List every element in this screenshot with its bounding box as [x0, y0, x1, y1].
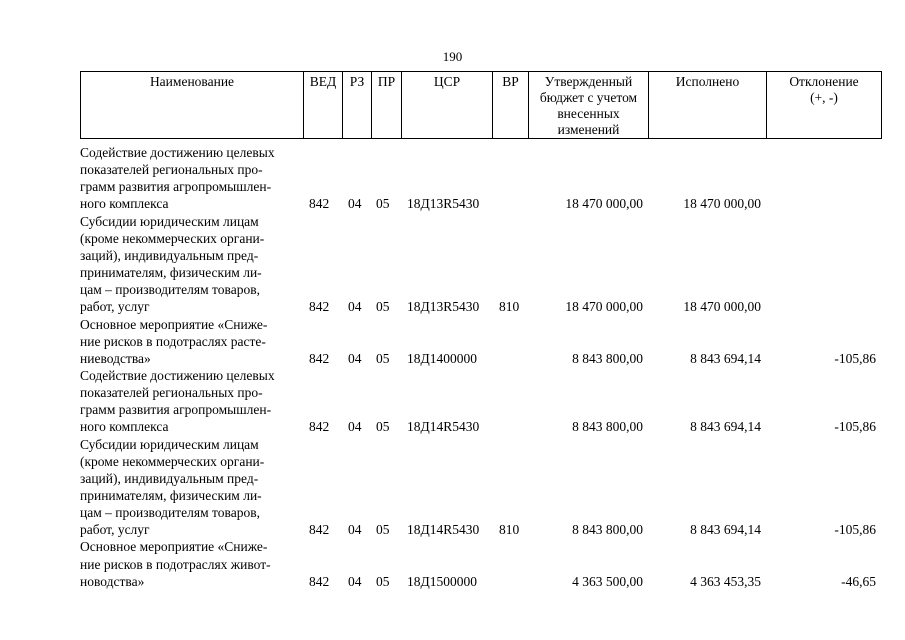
table-row-line	[80, 539, 900, 555]
col-executed-header: Исполнено	[649, 72, 767, 139]
cell-pr: 05	[376, 573, 390, 589]
col-budget-header-line: бюджет с учетом	[539, 90, 638, 105]
row-name-line: заций), индивидуальным пред-	[80, 247, 259, 263]
table-row-line	[80, 402, 900, 418]
table-row-line	[80, 248, 900, 264]
cell-pr: 05	[376, 299, 390, 315]
row-name-line: принимателям, физическим ли-	[80, 488, 262, 503]
table-row-line	[80, 488, 900, 504]
col-deviation-header-line: (+, -)	[810, 90, 838, 105]
row-name-line: принимателям, физическим ли-	[80, 265, 262, 281]
table-row-line	[80, 231, 900, 247]
row-name-line: (кроме некоммерческих органи-	[80, 230, 265, 246]
col-name-header: Наименование	[81, 72, 304, 139]
row-name-line: цам – производителям товаров,	[80, 282, 260, 298]
table-row-line	[80, 454, 900, 470]
col-pr-header: ПР	[372, 72, 402, 139]
row-name-line: показателей региональных про-	[80, 385, 263, 401]
table-row-line	[80, 162, 900, 178]
cell-ved: 842	[309, 573, 330, 589]
cell-executed: 18 470 000,00	[683, 299, 761, 315]
row-name-line: работ, услуг	[80, 299, 150, 315]
cell-csr: 18Д13R5430	[407, 196, 480, 212]
cell-csr: 18Д14R5430	[407, 522, 480, 538]
table-row-line	[80, 419, 900, 435]
row-name-line: Основное мероприятие «Сниже-	[80, 316, 268, 332]
cell-rz: 04	[348, 196, 362, 212]
table-row-line	[80, 574, 900, 590]
row-name-line: грамм развития агропромышлен-	[80, 402, 272, 418]
cell-csr: 18Д1500000	[407, 573, 477, 589]
col-vr-header: ВР	[493, 72, 529, 139]
cell-budget: 4 363 500,00	[572, 573, 643, 589]
table-row-line	[80, 368, 900, 384]
table-row-line	[80, 265, 900, 281]
cell-pr: 05	[376, 522, 390, 538]
table-header	[80, 71, 882, 139]
cell-rz: 04	[348, 573, 362, 589]
cell-executed: 18 470 000,00	[683, 196, 761, 212]
table-row-line	[80, 214, 900, 230]
cell-executed: 8 843 694,14	[690, 350, 761, 366]
table-row-line	[80, 522, 900, 538]
row-name-line: заций), индивидуальным пред-	[80, 470, 259, 486]
table-row-line	[80, 145, 900, 161]
table-row-line	[80, 179, 900, 195]
cell-ved: 842	[309, 522, 330, 538]
row-name-line: грамм развития агропромышлен-	[80, 179, 272, 195]
cell-budget: 8 843 800,00	[572, 419, 643, 435]
table-row-line	[80, 385, 900, 401]
col-budget-header-line: Утвержденный	[544, 74, 633, 89]
row-name-line: (кроме некоммерческих органи-	[80, 453, 265, 469]
cell-rz: 04	[348, 522, 362, 538]
cell-csr: 18Д13R5430	[407, 299, 480, 315]
row-name-line: ниеводства»	[80, 350, 151, 366]
table-row-line	[80, 196, 900, 212]
table-row-line	[80, 299, 900, 315]
col-budget-header	[529, 72, 649, 139]
col-ved-header: ВЕД	[304, 72, 343, 139]
cell-deviation: -105,86	[834, 522, 876, 538]
cell-pr: 05	[376, 350, 390, 366]
col-csr-header: ЦСР	[402, 72, 493, 139]
cell-csr: 18Д1400000	[407, 350, 477, 366]
row-name-line: ние рисков в подотраслях живот-	[80, 556, 271, 572]
cell-pr: 05	[376, 419, 390, 435]
cell-rz: 04	[348, 299, 362, 315]
row-name-line: ного комплекса	[80, 419, 169, 435]
cell-deviation: -105,86	[834, 419, 876, 435]
cell-executed: 8 843 694,14	[690, 522, 761, 538]
row-name-line: показателей региональных про-	[80, 162, 263, 178]
cell-deviation: -105,86	[834, 350, 876, 366]
row-name-line: Содействие достижению целевых	[80, 367, 275, 383]
table-row-line	[80, 282, 900, 298]
row-name-line: новодства»	[80, 573, 145, 589]
cell-vr: 810	[499, 299, 520, 315]
cell-budget: 18 470 000,00	[565, 299, 643, 315]
row-name-line: Субсидии юридическим лицам	[80, 213, 259, 229]
cell-csr: 18Д14R5430	[407, 419, 480, 435]
table-row-line	[80, 505, 900, 521]
page-number: 190	[442, 49, 463, 64]
col-budget-header-line: внесенных	[557, 106, 620, 121]
table-row-line	[80, 471, 900, 487]
col-deviation-header	[767, 72, 882, 139]
cell-ved: 842	[309, 419, 330, 435]
cell-pr: 05	[376, 196, 390, 212]
cell-ved: 842	[309, 196, 330, 212]
table-row-line	[80, 557, 900, 573]
cell-executed: 4 363 453,35	[690, 573, 761, 589]
cell-ved: 842	[309, 350, 330, 366]
col-deviation-header-line: Отклонение	[789, 74, 859, 89]
row-name-line: работ, услуг	[80, 522, 150, 538]
cell-ved: 842	[309, 299, 330, 315]
table-row-line	[80, 351, 900, 367]
row-name-line: Содействие достижению целевых	[80, 145, 275, 160]
row-name-line: Субсидии юридическим лицам	[80, 436, 259, 452]
row-name-line: ного комплекса	[80, 196, 169, 212]
row-name-line: цам – производителям товаров,	[80, 505, 260, 521]
cell-rz: 04	[348, 419, 362, 435]
cell-vr: 810	[499, 522, 520, 538]
cell-executed: 8 843 694,14	[690, 419, 761, 435]
cell-budget: 8 843 800,00	[572, 350, 643, 366]
cell-budget: 18 470 000,00	[565, 196, 643, 212]
col-budget-header-line: изменений	[557, 122, 620, 137]
row-name-line: ние рисков в подотраслях расте-	[80, 333, 266, 349]
table-row-line	[80, 317, 900, 333]
table-row-line	[80, 437, 900, 453]
row-name-line: Основное мероприятие «Сниже-	[80, 539, 268, 555]
table-row-line	[80, 334, 900, 350]
cell-deviation: -46,65	[841, 573, 876, 589]
cell-budget: 8 843 800,00	[572, 522, 643, 538]
col-rz-header: РЗ	[343, 72, 372, 139]
cell-rz: 04	[348, 350, 362, 366]
